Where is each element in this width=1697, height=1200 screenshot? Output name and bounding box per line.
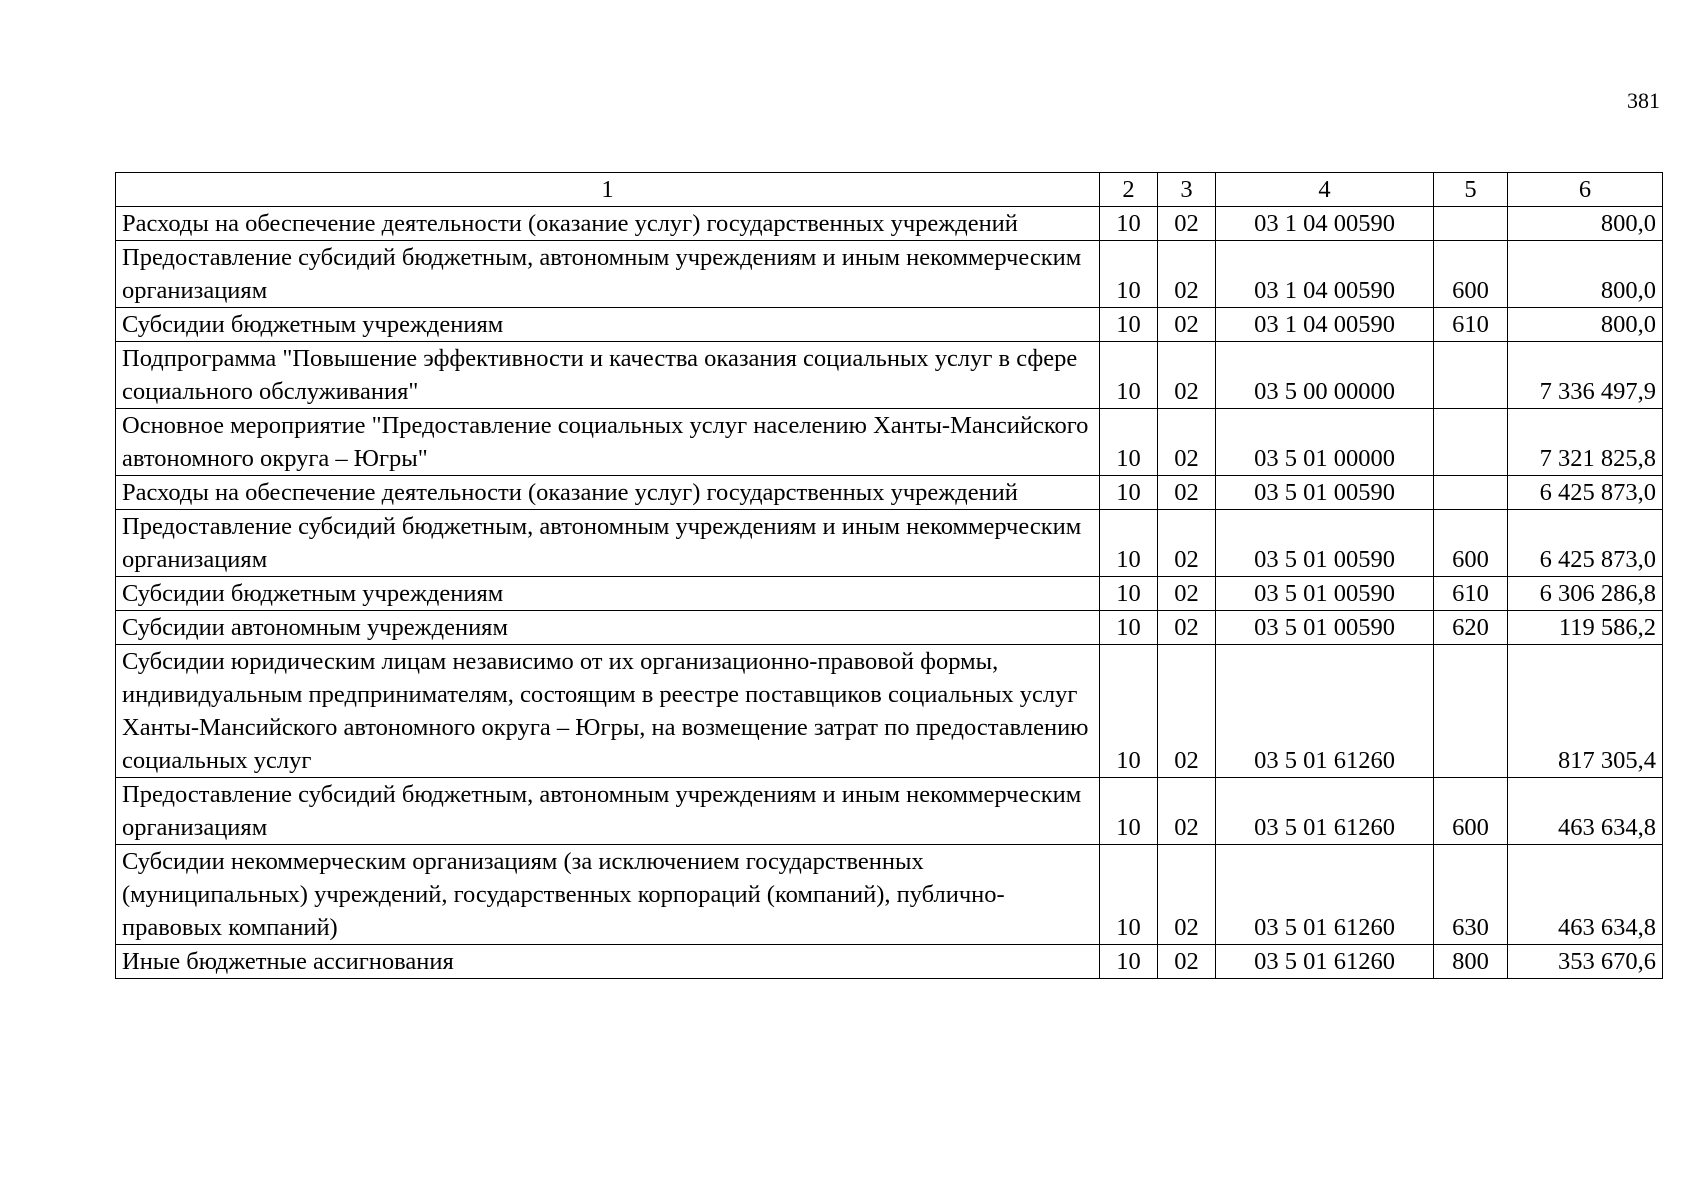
row-expense-type: 600 <box>1434 241 1508 308</box>
row-target-article: 03 5 01 61260 <box>1216 945 1434 979</box>
row-target-article: 03 5 01 61260 <box>1216 645 1434 778</box>
row-amount: 800,0 <box>1508 308 1663 342</box>
row-subsection: 02 <box>1158 845 1216 945</box>
table-row <box>116 207 1663 241</box>
col-header-section: 2 <box>1100 173 1158 207</box>
col-header-subsection: 3 <box>1158 173 1216 207</box>
row-subsection: 02 <box>1158 577 1216 611</box>
row-section: 10 <box>1100 611 1158 645</box>
col-header-expense-type: 5 <box>1434 173 1508 207</box>
table-row <box>116 778 1663 845</box>
row-target-article: 03 5 00 00000 <box>1216 342 1434 409</box>
row-name: Расходы на обеспечение деятельности (оказание услуг) государственных учреждений <box>116 476 1100 510</box>
row-expense-type <box>1434 476 1508 510</box>
row-amount: 119 586,2 <box>1508 611 1663 645</box>
row-subsection: 02 <box>1158 611 1216 645</box>
row-amount: 800,0 <box>1508 207 1663 241</box>
row-target-article: 03 5 01 61260 <box>1216 778 1434 845</box>
row-section: 10 <box>1100 241 1158 308</box>
row-expense-type: 610 <box>1434 308 1508 342</box>
col-header-amount: 6 <box>1508 173 1663 207</box>
row-name: Субсидии бюджетным учреждениям <box>116 308 1100 342</box>
row-section: 10 <box>1100 476 1158 510</box>
row-subsection: 02 <box>1158 510 1216 577</box>
table-row <box>116 577 1663 611</box>
row-subsection: 02 <box>1158 476 1216 510</box>
row-target-article: 03 1 04 00590 <box>1216 241 1434 308</box>
row-section: 10 <box>1100 845 1158 945</box>
row-name: Субсидии некоммерческим организациям (за исключением государственных (муниципальных) учреждений, государственных корпораций (компаний), публично-правовых компаний) <box>116 845 1100 945</box>
row-target-article: 03 1 04 00590 <box>1216 207 1434 241</box>
row-target-article: 03 5 01 00590 <box>1216 577 1434 611</box>
row-target-article: 03 1 04 00590 <box>1216 308 1434 342</box>
table-row <box>116 241 1663 308</box>
table-row <box>116 645 1663 778</box>
row-expense-type: 610 <box>1434 577 1508 611</box>
table-row <box>116 945 1663 979</box>
row-name: Подпрограмма "Повышение эффективности и качества оказания социальных услуг в сфере социального обслуживания" <box>116 342 1100 409</box>
row-name: Иные бюджетные ассигнования <box>116 945 1100 979</box>
row-section: 10 <box>1100 409 1158 476</box>
col-header-target-article: 4 <box>1216 173 1434 207</box>
row-expense-type <box>1434 645 1508 778</box>
row-section: 10 <box>1100 577 1158 611</box>
row-name: Субсидии автономным учреждениям <box>116 611 1100 645</box>
row-name: Предоставление субсидий бюджетным, автономным учреждениям и иным некоммерческим организациям <box>116 778 1100 845</box>
row-target-article: 03 5 01 00590 <box>1216 510 1434 577</box>
row-expense-type <box>1434 409 1508 476</box>
row-amount: 6 425 873,0 <box>1508 510 1663 577</box>
row-target-article: 03 5 01 00590 <box>1216 476 1434 510</box>
row-amount: 6 306 286,8 <box>1508 577 1663 611</box>
row-amount: 6 425 873,0 <box>1508 476 1663 510</box>
row-target-article: 03 5 01 00590 <box>1216 611 1434 645</box>
row-name: Расходы на обеспечение деятельности (оказание услуг) государственных учреждений <box>116 207 1100 241</box>
row-section: 10 <box>1100 207 1158 241</box>
col-header-name: 1 <box>116 173 1100 207</box>
row-subsection: 02 <box>1158 308 1216 342</box>
row-expense-type <box>1434 342 1508 409</box>
table-row <box>116 845 1663 945</box>
row-expense-type <box>1434 207 1508 241</box>
row-subsection: 02 <box>1158 945 1216 979</box>
table-row <box>116 611 1663 645</box>
row-amount: 817 305,4 <box>1508 645 1663 778</box>
row-subsection: 02 <box>1158 207 1216 241</box>
table-row <box>116 510 1663 577</box>
row-name: Предоставление субсидий бюджетным, автономным учреждениям и иным некоммерческим организациям <box>116 241 1100 308</box>
row-expense-type: 600 <box>1434 778 1508 845</box>
row-subsection: 02 <box>1158 645 1216 778</box>
row-section: 10 <box>1100 510 1158 577</box>
row-name: Основное мероприятие "Предоставление социальных услуг населению Ханты-Мансийского автономного округа – Югры" <box>116 409 1100 476</box>
row-name: Субсидии бюджетным учреждениям <box>116 577 1100 611</box>
row-subsection: 02 <box>1158 241 1216 308</box>
row-subsection: 02 <box>1158 778 1216 845</box>
table-header <box>116 173 1663 207</box>
row-expense-type: 630 <box>1434 845 1508 945</box>
row-subsection: 02 <box>1158 409 1216 476</box>
table-row <box>116 308 1663 342</box>
page-number: 381 <box>1627 88 1660 113</box>
row-amount: 7 336 497,9 <box>1508 342 1663 409</box>
table-body <box>116 207 1663 979</box>
header-row <box>116 173 1663 207</box>
row-expense-type: 800 <box>1434 945 1508 979</box>
row-expense-type: 600 <box>1434 510 1508 577</box>
row-name: Предоставление субсидий бюджетным, автономным учреждениям и иным некоммерческим организациям <box>116 510 1100 577</box>
budget-table <box>115 172 1663 979</box>
row-section: 10 <box>1100 342 1158 409</box>
table-row <box>116 476 1663 510</box>
row-amount: 7 321 825,8 <box>1508 409 1663 476</box>
row-target-article: 03 5 01 61260 <box>1216 845 1434 945</box>
row-section: 10 <box>1100 308 1158 342</box>
row-target-article: 03 5 01 00000 <box>1216 409 1434 476</box>
row-amount: 353 670,6 <box>1508 945 1663 979</box>
row-amount: 463 634,8 <box>1508 778 1663 845</box>
row-section: 10 <box>1100 945 1158 979</box>
row-subsection: 02 <box>1158 342 1216 409</box>
row-section: 10 <box>1100 778 1158 845</box>
row-expense-type: 620 <box>1434 611 1508 645</box>
table-row <box>116 342 1663 409</box>
row-amount: 800,0 <box>1508 241 1663 308</box>
table-row <box>116 409 1663 476</box>
row-section: 10 <box>1100 645 1158 778</box>
row-amount: 463 634,8 <box>1508 845 1663 945</box>
row-name: Субсидии юридическим лицам независимо от их организационно-правовой формы, индивидуальным предпринимателям, состоящим в реестре поставщиков социальных услуг Ханты-Мансийского автономного округа – Югры, на возмещение затрат по предоставлению социальных услуг <box>116 645 1100 778</box>
